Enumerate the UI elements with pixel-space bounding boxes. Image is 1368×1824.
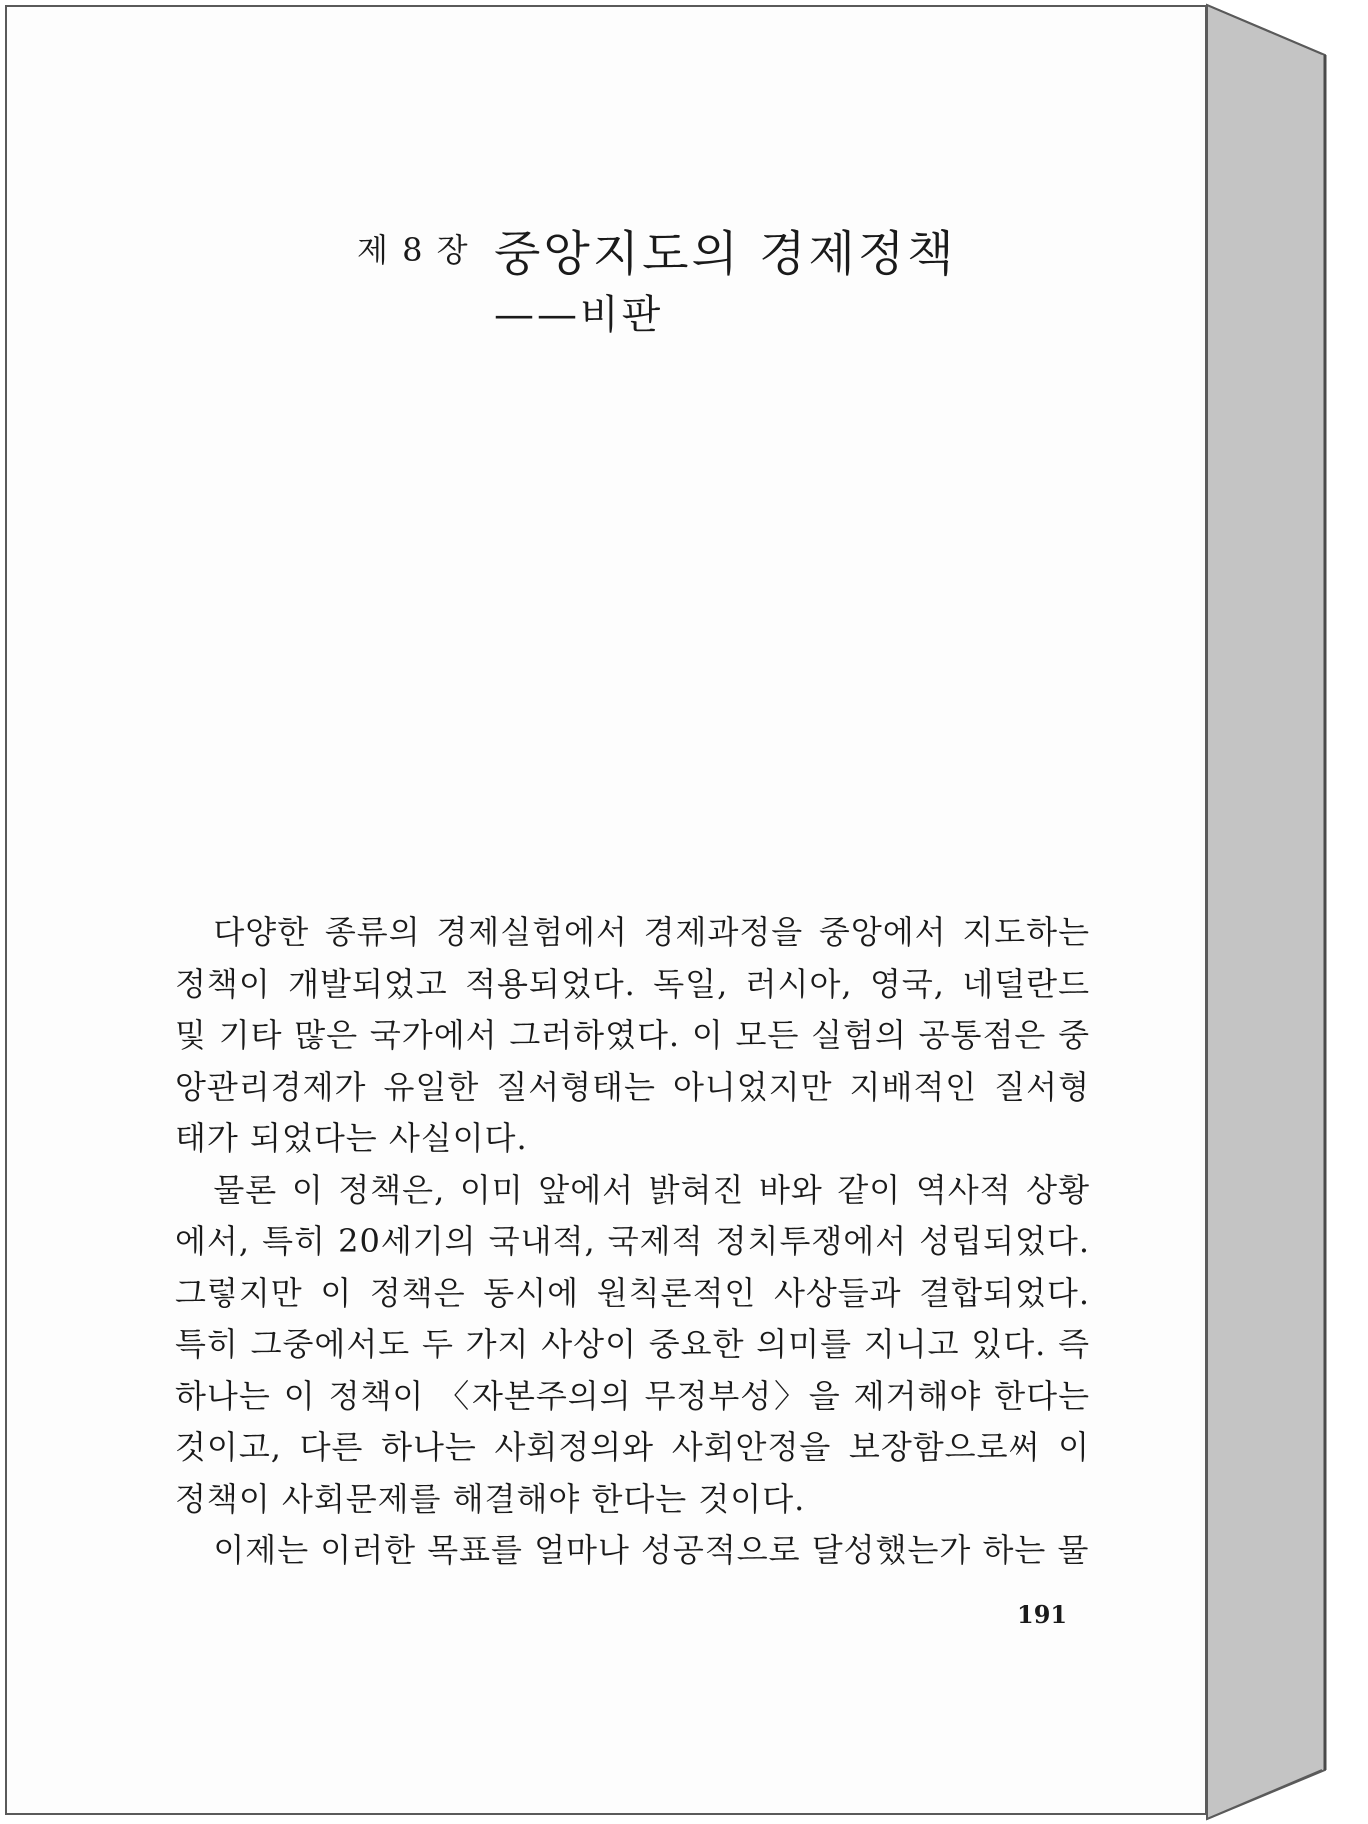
paragraph: 물론 이 정책은, 이미 앞에서 밝혀진 바와 같이 역사적 상황에서, 특히 20세기의 국내적, 국제적 정치투쟁에서 성립되었다. 그렇지만 이 정책은 동시에 원칙론적인 사상들과 결합되었다. 특히 그중에서도 두 가지 사상이 중요한 의미를 지니고 있다. 즉 하나는 이 정책이 〈자본주의의 무정부성〉을 제거해야 한다는 것이고, 다른 하나는 사회정의와 사회안정을 보장함으로써 이 정책이 사회문제를 해결해야 한다는 것이다. (175, 1170, 1090, 1518)
page-number: 191 (1017, 1600, 1068, 1629)
body-text (175, 907, 1090, 1577)
chapter-title: 중앙지도의 경제정책 (494, 226, 957, 282)
paragraph: 이제는 이러한 목표를 얼마나 성공적으로 달성했는가 하는 물 (213, 1531, 1090, 1569)
chapter-number: 제 8 장 (357, 231, 470, 269)
book-page (5, 5, 1207, 1815)
chapter-subtitle: ——비판 (494, 292, 664, 338)
paragraph: 다양한 종류의 경제실험에서 경제과정을 중앙에서 지도하는 정책이 개발되었고 적용되었다. 독일, 러시아, 영국, 네덜란드 및 기타 많은 국가에서 그러하였다. 이 모든 실험의 공통점은 중앙관리경제가 유일한 질서형태는 아니었지만 지배적인 질서형태가 되었다는 사실이다. (175, 913, 1090, 1157)
chapter-heading (7, 7, 1209, 367)
